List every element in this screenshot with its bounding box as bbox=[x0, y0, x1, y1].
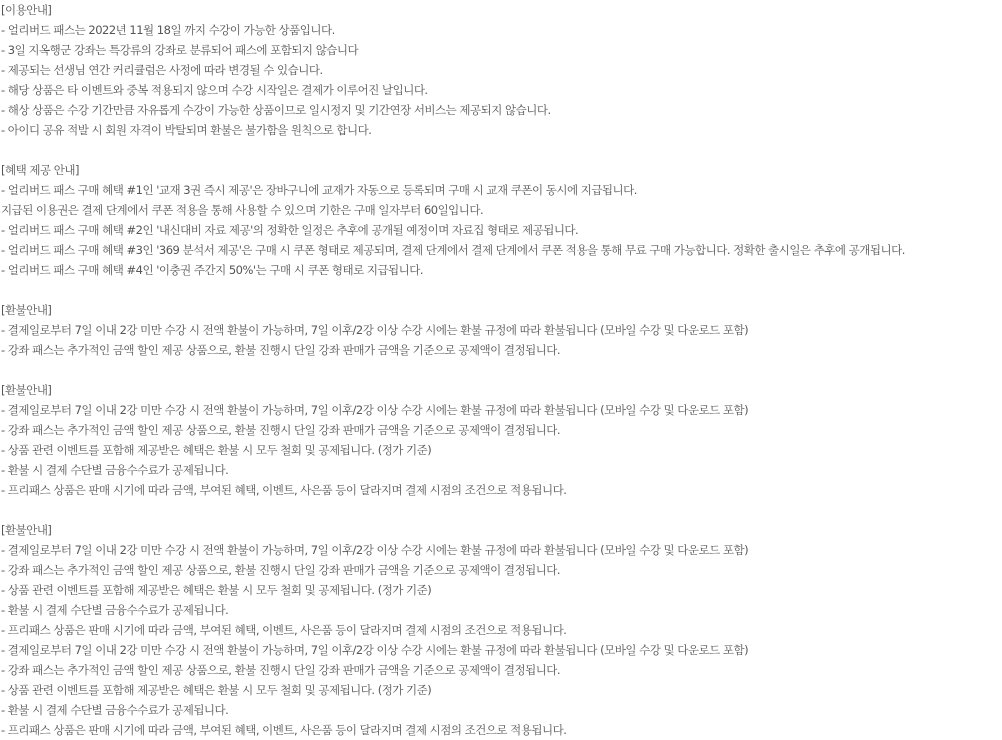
notice-line: - 강좌 패스는 추가적인 금액 할인 제공 상품으로, 환불 진행시 단일 강좌 판매가 금액을 기준으로 공제액이 결정됩니다. bbox=[1, 343, 561, 357]
notice-line: - 아이디 공유 적발 시 회원 자격이 박탈되며 환불은 불가함을 원칙으로 합니다. bbox=[1, 123, 372, 137]
notice-line: - 환불 시 결제 수단별 금융수수료가 공제됩니다. bbox=[1, 463, 229, 477]
section-heading: [환불안내] bbox=[1, 523, 52, 537]
section-heading: [혜택 제공 안내] bbox=[1, 163, 79, 177]
notice-line: - 상품 관련 이벤트를 포함해 제공받은 혜택은 환불 시 모두 철회 및 공제됩니다. (정가 기준) bbox=[1, 683, 432, 697]
notice-line: - 해당 상품은 타 이벤트와 중복 적용되지 않으며 수강 시작일은 결제가 이루어진 날입니다. bbox=[1, 83, 428, 97]
notice-line: - 해상 상품은 수강 기간만큼 자유롭게 수강이 가능한 상품이므로 일시정지 및 기간연장 서비스는 제공되지 않습니다. bbox=[1, 103, 551, 117]
notice-line: - 얼리버드 패스 구매 혜택 #2인 '내신대비 자료 제공'의 정확한 일정은 추후에 공개될 예정이며 자료집 형태로 제공됩니다. bbox=[1, 223, 579, 237]
notice-line: - 얼리버드 패스 구매 혜택 #3인 '369 분석서 제공'은 구매 시 쿠폰 형태로 제공되며, 결제 단계에서 결제 단계에서 쿠폰 적용을 통해 무료 구매 가능합니다. 정확한 출시일은 추후에 공개됩니다. bbox=[1, 243, 905, 257]
notice-line: - 얼리버드 패스 구매 혜택 #1인 '교재 3권 즉시 제공'은 장바구니에 교재가 자동으로 등록되며 구매 시 교재 쿠폰이 동시에 지급됩니다. bbox=[1, 183, 637, 197]
notice-line: - 상품 관련 이벤트를 포함해 제공받은 혜택은 환불 시 모두 철회 및 공제됩니다. (정가 기준) bbox=[1, 583, 432, 597]
notice-line: - 환불 시 결제 수단별 금융수수료가 공제됩니다. bbox=[1, 603, 229, 617]
notice-line: - 결제일로부터 7일 이내 2강 미만 수강 시 전액 환불이 가능하며, 7일 이후/2강 이상 수강 시에는 환불 규정에 따라 환불됩니다 (모바일 수강 및 다운로드 포함) bbox=[1, 323, 749, 337]
section-heading: [환불안내] bbox=[1, 303, 52, 317]
notice-section bbox=[1, 300, 1002, 360]
notice-line: - 결제일로부터 7일 이내 2강 미만 수강 시 전액 환불이 가능하며, 7일 이후/2강 이상 수강 시에는 환불 규정에 따라 환불됩니다 (모바일 수강 및 다운로드 포함) bbox=[1, 643, 749, 657]
notice-line: - 얼리버드 패스는 2022년 11월 18일 까지 수강이 가능한 상품입니다. bbox=[1, 23, 335, 37]
section-spacer bbox=[1, 280, 1002, 300]
section-spacer bbox=[1, 500, 1002, 520]
notice-section bbox=[1, 520, 1002, 740]
notice-line: - 상품 관련 이벤트를 포함해 제공받은 혜택은 환불 시 모두 철회 및 공제됩니다. (정가 기준) bbox=[1, 443, 432, 457]
notice-section bbox=[1, 380, 1002, 500]
section-heading: [환불안내] bbox=[1, 383, 52, 397]
notice-line: - 결제일로부터 7일 이내 2강 미만 수강 시 전액 환불이 가능하며, 7일 이후/2강 이상 수강 시에는 환불 규정에 따라 환불됩니다 (모바일 수강 및 다운로드 포함) bbox=[1, 403, 749, 417]
notice-line: - 3일 지옥행군 강좌는 특강류의 강좌로 분류되어 패스에 포함되지 않습니다 bbox=[1, 43, 359, 57]
notice-line: - 프리패스 상품은 판매 시기에 따라 금액, 부여된 혜택, 이벤트, 사은품 등이 달라지며 결제 시점의 조건으로 적용됩니다. bbox=[1, 483, 567, 497]
notice-line: - 결제일로부터 7일 이내 2강 미만 수강 시 전액 환불이 가능하며, 7일 이후/2강 이상 수강 시에는 환불 규정에 따라 환불됩니다 (모바일 수강 및 다운로드 포함) bbox=[1, 543, 749, 557]
notice-section bbox=[1, 0, 1002, 140]
notice-line: - 강좌 패스는 추가적인 금액 할인 제공 상품으로, 환불 진행시 단일 강좌 판매가 금액을 기준으로 공제액이 결정됩니다. bbox=[1, 563, 561, 577]
notice-line: - 제공되는 선생님 연간 커리큘럼은 사정에 따라 변경될 수 있습니다. bbox=[1, 63, 323, 77]
notice-line: - 환불 시 결제 수단별 금융수수료가 공제됩니다. bbox=[1, 703, 229, 717]
notice-line: - 프리패스 상품은 판매 시기에 따라 금액, 부여된 혜택, 이벤트, 사은품 등이 달라지며 결제 시점의 조건으로 적용됩니다. bbox=[1, 723, 567, 737]
section-spacer bbox=[1, 360, 1002, 380]
notice-line: - 강좌 패스는 추가적인 금액 할인 제공 상품으로, 환불 진행시 단일 강좌 판매가 금액을 기준으로 공제액이 결정됩니다. bbox=[1, 423, 561, 437]
notice-line: - 프리패스 상품은 판매 시기에 따라 금액, 부여된 혜택, 이벤트, 사은품 등이 달라지며 결제 시점의 조건으로 적용됩니다. bbox=[1, 623, 567, 637]
notice-line: 지급된 이용권은 결제 단계에서 쿠폰 적용을 통해 사용할 수 있으며 기한은 구매 일자부터 60일입니다. bbox=[1, 203, 484, 217]
notice-line: - 강좌 패스는 추가적인 금액 할인 제공 상품으로, 환불 진행시 단일 강좌 판매가 금액을 기준으로 공제액이 결정됩니다. bbox=[1, 663, 561, 677]
notice-line: - 얼리버드 패스 구매 혜택 #4인 '이충권 주간지 50%'는 구매 시 쿠폰 형태로 지급됩니다. bbox=[1, 263, 424, 277]
section-spacer bbox=[1, 140, 1002, 160]
notice-section bbox=[1, 160, 1002, 280]
section-heading: [이용안내] bbox=[1, 3, 52, 17]
